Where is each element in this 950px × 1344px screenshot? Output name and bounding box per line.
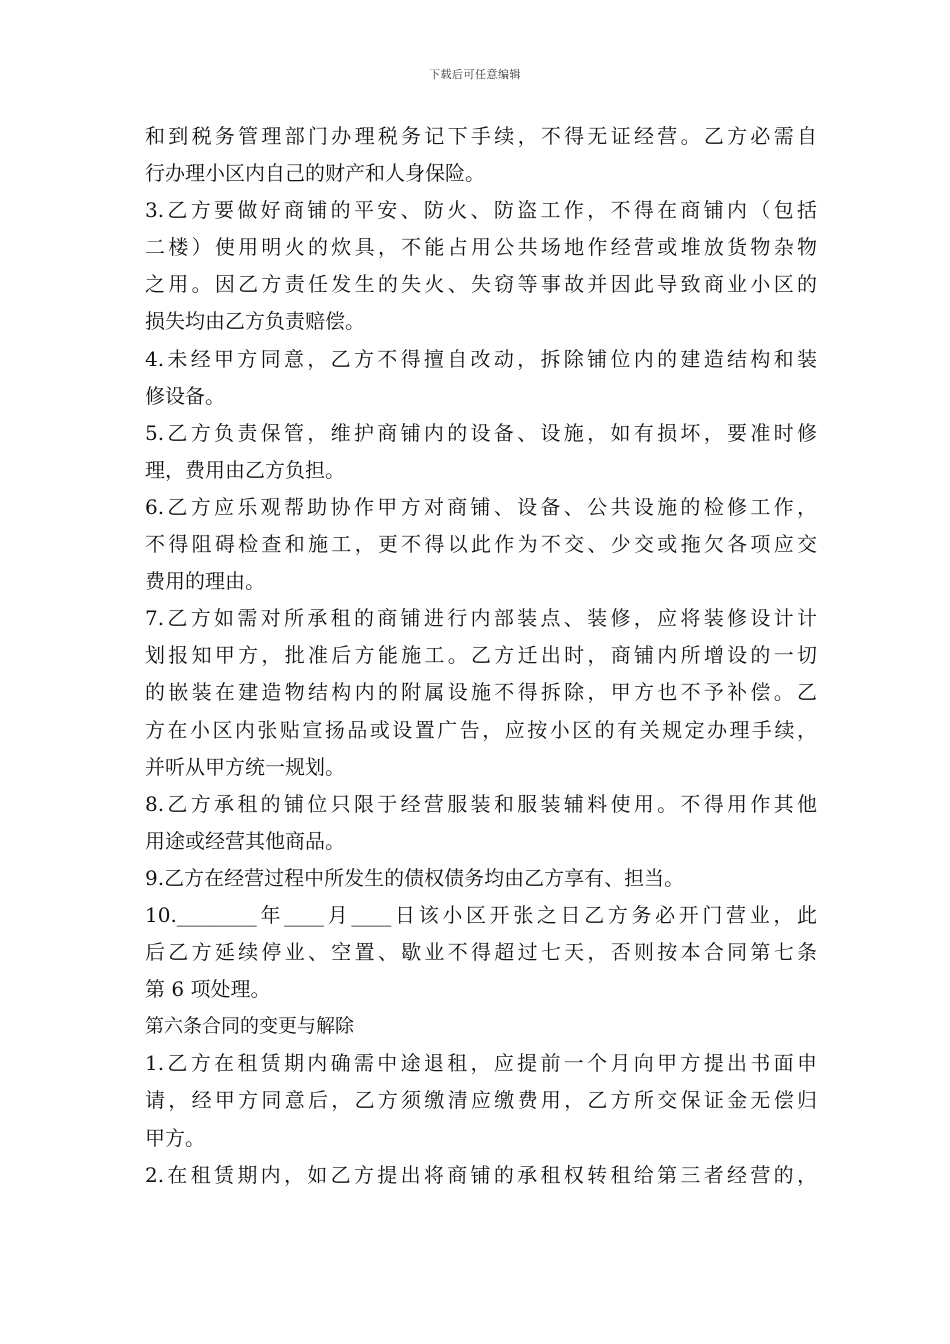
- text-line: 2.在租赁期内，如乙方提出将商铺的承租权转租给第三者经营的，: [145, 1162, 817, 1187]
- text-line: 之用。因乙方责任发生的失火、失窃等事故并因此导致商业小区的: [145, 272, 817, 297]
- text-line: 7.乙方如需对所承租的商铺进行内部装点、装修，应将装修设计计: [145, 606, 817, 631]
- text-line: 并听从甲方统一规划。: [145, 754, 345, 779]
- text-line: 甲方。: [145, 1125, 205, 1150]
- text-line: 10.________年____月____日该小区开张之日乙方务必开门营业，此: [145, 902, 817, 927]
- text-line: 4.未经甲方同意，乙方不得擅自改动，拆除铺位内的建造结构和装: [145, 346, 817, 371]
- text-line: 损失均由乙方负责赔偿。: [145, 309, 365, 334]
- text-line: 行办理小区内自己的财产和人身保险。: [145, 161, 485, 186]
- text-line: 的嵌装在建造物结构内的附属设施不得拆除，甲方也不予补偿。乙: [145, 680, 817, 705]
- text-line: 3.乙方要做好商铺的平安、防火、防盗工作，不得在商铺内（包括: [145, 198, 817, 223]
- text-line: 第 6 项处理。: [145, 977, 271, 1002]
- text-line: 5.乙方负责保管，维护商铺内的设备、设施，如有损坏，要准时修: [145, 420, 817, 445]
- document-body: [145, 118, 817, 1194]
- text-line: 8.乙方承租的铺位只限于经营服装和服装辅料使用。不得用作其他: [145, 791, 817, 816]
- text-line: 后乙方延续停业、空置、歇业不得超过七天，否则按本合同第七条: [145, 940, 817, 965]
- text-line: 请，经甲方同意后，乙方须缴清应缴费用，乙方所交保证金无偿归: [145, 1088, 817, 1113]
- text-line: 用途或经营其他商品。: [145, 828, 345, 853]
- text-line: 和到税务管理部门办理税务记下手续，不得无证经营。乙方必需自: [145, 124, 817, 148]
- text-line: 二楼）使用明火的炊具，不能占用公共场地作经营或堆放货物杂物: [145, 235, 817, 260]
- page-header-note: 下载后可任意编辑: [429, 68, 521, 81]
- text-line: 费用的理由。: [145, 569, 265, 594]
- text-line: 不得阻碍检查和施工，更不得以此作为不交、少交或拖欠各项应交: [145, 532, 817, 557]
- text-line: 修设备。: [145, 383, 225, 408]
- text-line: 9.乙方在经营过程中所发生的债权债务均由乙方享有、担当。: [145, 865, 685, 890]
- section-heading: 第六条合同的变更与解除: [145, 1015, 355, 1038]
- text-line: 划报知甲方，批准后方能施工。乙方迁出时，商铺内所增设的一切: [145, 643, 817, 668]
- text-line: 方在小区内张贴宣扬品或设置广告，应按小区的有关规定办理手续，: [145, 717, 817, 742]
- text-line: 6.乙方应乐观帮助协作甲方对商铺、设备、公共设施的检修工作，: [145, 494, 817, 519]
- text-line: 1.乙方在租赁期内确需中途退租，应提前一个月向甲方提出书面申: [145, 1051, 817, 1076]
- text-line: 理，费用由乙方负担。: [145, 457, 345, 482]
